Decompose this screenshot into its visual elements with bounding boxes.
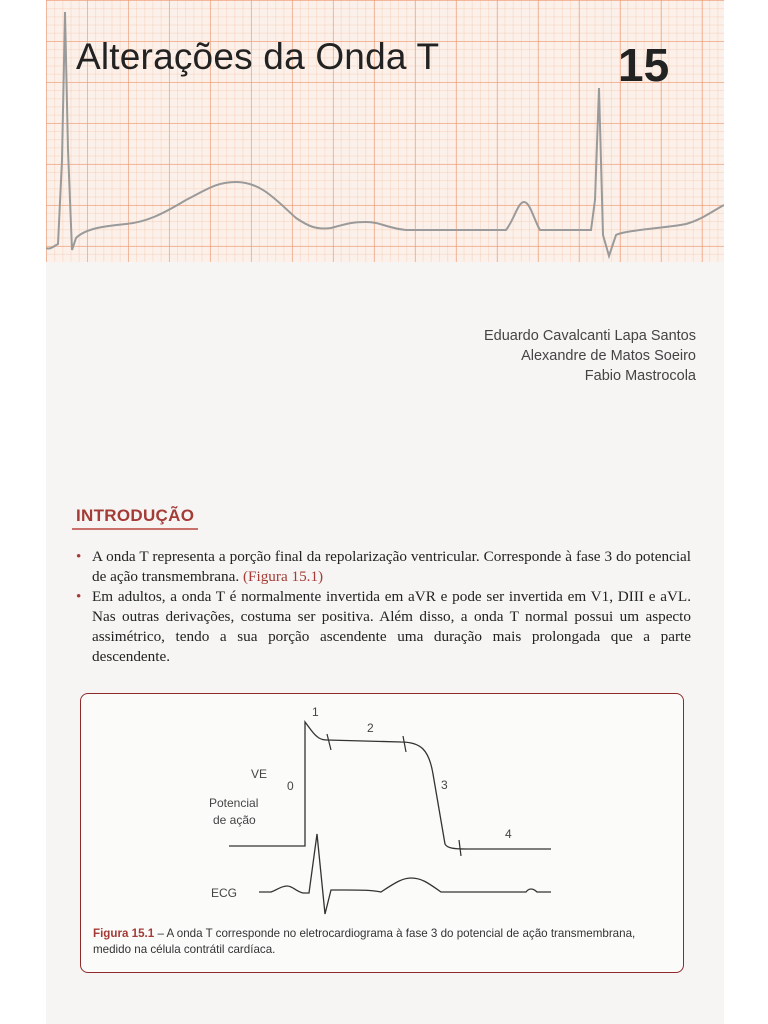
phase-label-1: 1 — [312, 705, 319, 719]
figure-caption — [93, 926, 673, 958]
scan-left-margin — [0, 0, 46, 1024]
book-page — [46, 0, 724, 1024]
action-potential-diagram — [81, 694, 683, 924]
scan-right-margin — [724, 0, 768, 1024]
author-name: Eduardo Cavalcanti Lapa Santos — [483, 328, 696, 344]
phase-label-3: 3 — [441, 778, 448, 792]
bullet-text: A onda T representa a porção final da repolarização ventricular. Corresponde à fase 3 do potencial de ação transmembrana. — [92, 548, 691, 585]
phase-tick — [459, 840, 461, 856]
phase-label-0: 0 — [287, 779, 294, 793]
phase-tick — [327, 734, 331, 750]
author-name: Alexandre de Matos Soeiro — [521, 348, 696, 364]
author-list — [484, 326, 696, 386]
potencial-label: Potencial — [209, 796, 259, 810]
list-item — [76, 547, 691, 587]
chapter-header — [46, 0, 724, 262]
bullet-list — [76, 547, 691, 667]
figure-reference-link[interactable]: (Figura 15.1) — [242, 568, 324, 585]
phase-label-2: 2 — [367, 721, 374, 735]
caption-label: Figura 15.1 — [93, 927, 155, 940]
chapter-title: Alterações da Onda T — [76, 36, 440, 77]
author-name: Fabio Mastrocola — [584, 368, 696, 384]
action-potential-curve — [229, 722, 551, 849]
phase-tick — [403, 736, 406, 752]
section-heading: INTRODUÇÃO — [72, 506, 198, 530]
ve-label: VE — [251, 767, 268, 781]
ecg-label: ECG — [211, 886, 238, 900]
caption-text: – A onda T corresponde no eletrocardiograma à fase 3 do potencial de ação transmembrana, medido na célula contrátil cardíaca. — [93, 927, 636, 956]
figure-15-1 — [80, 693, 684, 973]
bullet-text: Em adultos, a onda T é normalmente invertida em aVR e pode ser invertida em V1, DIII e aVL. Nas outras derivações, costuma ser positiva. Além disso, a onda T normal possui um aspecto assimétrico, tendo a sua porção ascendente uma duração mais prolongada que a parte descendente. — [92, 588, 691, 665]
list-item — [76, 587, 691, 667]
phase-label-4: 4 — [505, 827, 512, 841]
de-acao-label: de ação — [213, 813, 256, 827]
chapter-number: 15 — [618, 39, 670, 91]
